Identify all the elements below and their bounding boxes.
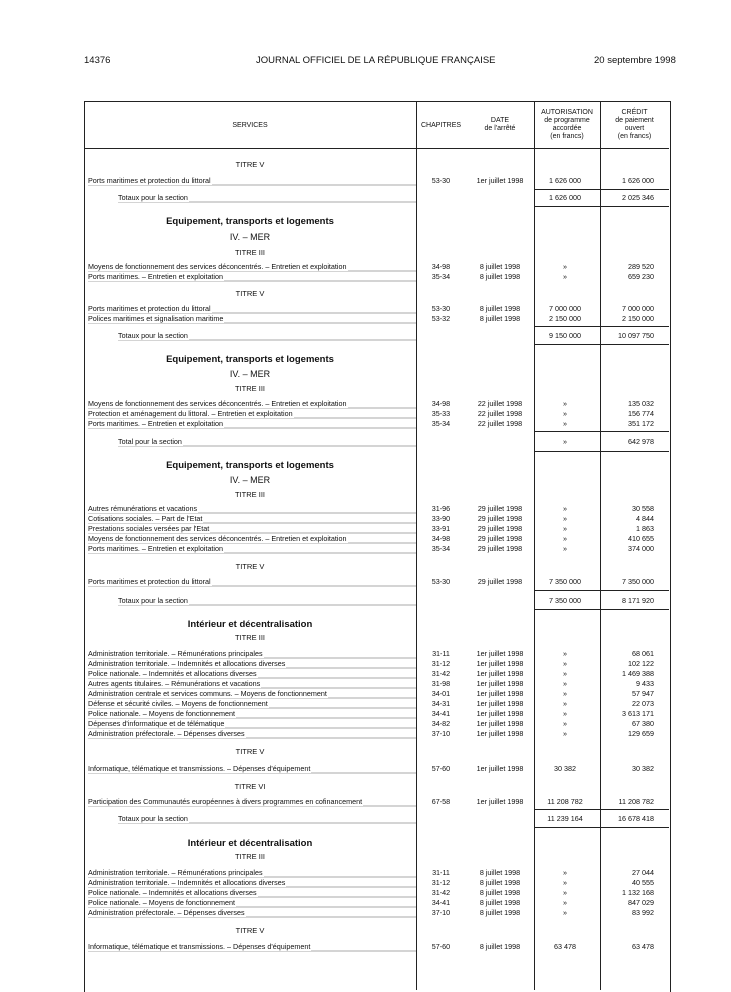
table-row (0, 719, 731, 729)
date-cell: 29 juillet 1998 (477, 504, 523, 513)
autorisation-cell: » (563, 659, 567, 668)
total-credit: 2 025 346 (622, 193, 654, 202)
service-cell (88, 577, 416, 587)
service-cell (88, 729, 416, 739)
service-cell (88, 719, 416, 729)
autorisation-cell: » (563, 514, 567, 523)
chapitre-cell: 53-30 (431, 577, 451, 586)
service-cell (88, 524, 416, 534)
chapitre-cell: 33-91 (431, 524, 451, 533)
table-row (0, 262, 731, 272)
date-cell: 22 juillet 1998 (477, 419, 523, 428)
col-header-auth-line: de programme (544, 117, 590, 124)
chapitre-cell: 34-41 (431, 709, 451, 718)
total-autorisation: 9 150 000 (549, 331, 581, 340)
autorisation-cell: » (563, 409, 567, 418)
service-label: Cotisations sociales. – Part de l'Etat (88, 514, 203, 523)
credit-cell: 57 947 (632, 689, 654, 698)
chapitre-cell: 34-82 (431, 719, 451, 728)
credit-cell: 129 659 (628, 729, 654, 738)
date-cell: 1er juillet 1998 (476, 699, 524, 708)
total-credit: 642 978 (628, 437, 654, 446)
service-cell (88, 272, 416, 282)
autorisation-cell: » (563, 669, 567, 678)
service-label: Prestations sociales versées par l'Etat (88, 524, 210, 533)
autorisation-cell: » (563, 262, 567, 271)
col-header-date-line: DATE (490, 117, 510, 124)
date-cell: 1er juillet 1998 (476, 679, 524, 688)
table-row (0, 524, 731, 534)
credit-cell: 1 132 168 (622, 888, 654, 897)
credit-cell: 30 382 (632, 764, 654, 773)
chapitre-cell: 31-11 (432, 649, 450, 658)
credit-cell: 135 032 (628, 399, 654, 408)
titre-heading: TITRE III (235, 248, 265, 257)
ministry-title: Intérieur et décentralisation (187, 619, 313, 630)
autorisation-cell: 30 382 (554, 764, 576, 773)
header-divider (84, 148, 669, 149)
page-number: 14376 (84, 55, 111, 66)
titre-heading: TITRE V (235, 562, 265, 571)
credit-cell: 30 558 (632, 504, 654, 513)
service-label: Police nationale. – Moyens de fonctionnement (88, 709, 236, 718)
service-label: Administration territoriale. – Rémunérations principales (88, 649, 263, 658)
service-label: Administration préfectorale. – Dépenses diverses (88, 729, 245, 738)
credit-cell: 1 626 000 (622, 176, 654, 185)
table-row (0, 764, 731, 774)
table-row (0, 649, 731, 659)
service-cell (88, 764, 416, 774)
table-row (0, 314, 731, 324)
chapitre-cell: 31-11 (432, 868, 450, 877)
journal-title: JOURNAL OFFICIEL DE LA RÉPUBLIQUE FRANÇAISE (256, 55, 496, 66)
total-rule (534, 431, 669, 432)
table-row (0, 514, 731, 524)
table-row (0, 898, 731, 908)
chapitre-cell: 37-10 (431, 729, 451, 738)
credit-cell: 7 350 000 (622, 577, 654, 586)
service-label: Police nationale. – Indemnités et allocations diverses (88, 888, 257, 897)
total-autorisation: » (563, 437, 567, 446)
table-row (0, 659, 731, 669)
credit-cell: 1 469 388 (622, 669, 654, 678)
date-cell: 29 juillet 1998 (477, 577, 523, 586)
date-cell: 29 juillet 1998 (477, 544, 523, 553)
ministry-title: Intérieur et décentralisation (187, 838, 313, 849)
service-label: Ports maritimes et protection du littoral (88, 577, 211, 586)
service-cell (88, 659, 416, 669)
service-cell (88, 709, 416, 719)
service-cell (88, 314, 416, 324)
autorisation-cell: » (563, 272, 567, 281)
credit-cell: 374 000 (628, 544, 654, 553)
service-label: Administration territoriale. – Rémunérations principales (88, 868, 263, 877)
table-row (0, 419, 731, 429)
credit-cell: 22 073 (632, 699, 654, 708)
chapitre-cell: 31-42 (431, 888, 451, 897)
date-cell: 22 juillet 1998 (477, 399, 523, 408)
chapitre-cell: 31-96 (431, 504, 451, 513)
total-rule (534, 206, 669, 207)
total-label-cell (118, 814, 416, 824)
total-rule (534, 326, 669, 327)
chapitre-cell: 34-01 (431, 689, 451, 698)
col-header-credit-line: ouvert (624, 125, 645, 132)
service-cell (88, 699, 416, 709)
chapitre-cell: 31-12 (431, 659, 451, 668)
service-cell (88, 898, 416, 908)
ministry-title: Equipement, transports et logements (166, 460, 334, 471)
total-rule (534, 609, 669, 610)
date-cell: 1er juillet 1998 (476, 659, 524, 668)
total-rule (534, 809, 669, 810)
service-cell (88, 514, 416, 524)
service-label: Informatique, télématique et transmissions. – Dépenses d'équipement (88, 942, 311, 951)
total-autorisation: 11 239 164 (547, 814, 583, 823)
chapitre-cell: 37-10 (431, 908, 451, 917)
chapitre-cell: 67-58 (431, 797, 451, 806)
date-cell: 8 juillet 1998 (479, 942, 521, 951)
chapitre-cell: 34-98 (431, 399, 451, 408)
table-row (0, 409, 731, 419)
date-cell: 8 juillet 1998 (479, 314, 521, 323)
autorisation-cell: » (563, 679, 567, 688)
service-label: Moyens de fonctionnement des services déconcentrés. – Entretien et exploitation (88, 262, 347, 271)
col-header-credit-line: (en francs) (617, 133, 652, 140)
table-row (0, 868, 731, 878)
autorisation-cell: » (563, 709, 567, 718)
autorisation-cell: 7 000 000 (549, 304, 581, 313)
total-label: Totaux pour la section (118, 331, 188, 340)
service-label: Police nationale. – Indemnités et allocations diverses (88, 669, 257, 678)
titre-heading: TITRE III (235, 384, 265, 393)
table-row (0, 534, 731, 544)
chapitre-cell: 34-31 (431, 699, 451, 708)
credit-cell: 410 655 (628, 534, 654, 543)
service-cell (88, 689, 416, 699)
service-label: Autres rémunérations et vacations (88, 504, 198, 513)
service-label: Défense et sécurité civiles. – Moyens de fonctionnement (88, 699, 268, 708)
chapitre-cell: 34-98 (431, 262, 451, 271)
date-cell: 1er juillet 1998 (476, 729, 524, 738)
total-row (0, 331, 731, 341)
col-header-date (466, 117, 534, 133)
service-cell (88, 908, 416, 918)
table-row (0, 272, 731, 282)
autorisation-cell: » (563, 719, 567, 728)
total-label: Totaux pour la section (118, 596, 188, 605)
autorisation-cell: » (563, 888, 567, 897)
credit-cell: 351 172 (628, 419, 654, 428)
date-cell: 29 juillet 1998 (477, 514, 523, 523)
credit-cell: 1 863 (636, 524, 654, 533)
service-cell (88, 679, 416, 689)
titre-heading: TITRE III (235, 852, 265, 861)
service-label: Moyens de fonctionnement des services déconcentrés. – Entretien et exploitation (88, 399, 347, 408)
service-label: Polices maritimes et signalisation maritime (88, 314, 224, 323)
titre-heading: TITRE V (235, 289, 265, 298)
date-cell: 29 juillet 1998 (477, 524, 523, 533)
titre-heading: TITRE V (235, 747, 265, 756)
table-row (0, 699, 731, 709)
service-label: Police nationale. – Moyens de fonctionnement (88, 898, 236, 907)
autorisation-cell: » (563, 908, 567, 917)
service-label: Ports maritimes et protection du littoral (88, 304, 211, 313)
chapitre-cell: 35-34 (431, 272, 451, 281)
autorisation-cell: » (563, 699, 567, 708)
table-row (0, 689, 731, 699)
date-cell: 1er juillet 1998 (476, 689, 524, 698)
chapitre-cell: 57-60 (431, 764, 451, 773)
table-row (0, 908, 731, 918)
table-row (0, 399, 731, 409)
service-cell (88, 419, 416, 429)
titre-heading: TITRE V (235, 160, 265, 169)
ministry-subtitle: IV. – MER (229, 475, 271, 485)
service-label: Ports maritimes. – Entretien et exploitation (88, 419, 224, 428)
table-row (0, 176, 731, 186)
service-cell (88, 942, 416, 952)
chapitre-cell: 53-30 (431, 304, 451, 313)
chapitre-cell: 33-90 (431, 514, 451, 523)
total-rule (534, 590, 669, 591)
credit-cell: 7 000 000 (622, 304, 654, 313)
chapitre-cell: 31-12 (431, 878, 451, 887)
ministry-title: Equipement, transports et logements (166, 216, 334, 227)
chapitre-cell: 34-98 (431, 534, 451, 543)
service-cell (88, 878, 416, 888)
credit-cell: 9 433 (636, 679, 654, 688)
date-cell: 8 juillet 1998 (479, 304, 521, 313)
credit-cell: 83 992 (632, 908, 654, 917)
autorisation-cell: » (563, 399, 567, 408)
credit-cell: 67 380 (632, 719, 654, 728)
table-row (0, 679, 731, 689)
credit-cell: 27 044 (632, 868, 654, 877)
col-header-date-line: de l'arrêté (484, 125, 516, 132)
col-header-autorisation (534, 109, 600, 141)
credit-cell: 11 208 782 (618, 797, 654, 806)
titre-heading: TITRE VI (234, 782, 266, 791)
table-row (0, 304, 731, 314)
date-cell: 8 juillet 1998 (479, 908, 521, 917)
date-cell: 8 juillet 1998 (479, 898, 521, 907)
col-header-auth-line: (en francs) (550, 133, 584, 140)
total-label: Total pour la section (118, 437, 182, 446)
autorisation-cell: » (563, 729, 567, 738)
service-label: Ports maritimes. – Entretien et exploitation (88, 272, 224, 281)
chapitre-cell: 35-33 (431, 409, 451, 418)
total-row (0, 596, 731, 606)
total-autorisation: 7 350 000 (549, 596, 581, 605)
date-cell: 8 juillet 1998 (479, 272, 521, 281)
total-label: Totaux pour la section (118, 193, 188, 202)
table-row (0, 878, 731, 888)
service-label: Administration territoriale. – Indemnités et allocations diverses (88, 659, 286, 668)
autorisation-cell: 7 350 000 (549, 577, 581, 586)
service-label: Administration centrale et services communs. – Moyens de fonctionnement (88, 689, 327, 698)
table-row (0, 544, 731, 554)
chapitre-cell: 57-60 (431, 942, 451, 951)
credit-cell: 2 150 000 (622, 314, 654, 323)
date-cell: 29 juillet 1998 (477, 534, 523, 543)
autorisation-cell: » (563, 878, 567, 887)
date-cell: 8 juillet 1998 (479, 888, 521, 897)
autorisation-cell: » (563, 524, 567, 533)
total-row (0, 437, 731, 447)
titre-heading: TITRE III (235, 490, 265, 499)
date-cell: 8 juillet 1998 (479, 868, 521, 877)
titre-heading: TITRE V (235, 926, 265, 935)
service-cell (88, 534, 416, 544)
date-cell: 1er juillet 1998 (476, 719, 524, 728)
chapitre-cell: 31-98 (431, 679, 451, 688)
table-row (0, 942, 731, 952)
service-label: Dépenses d'informatique et de télématique (88, 719, 225, 728)
autorisation-cell: » (563, 649, 567, 658)
credit-cell: 659 230 (628, 272, 654, 281)
credit-cell: 102 122 (628, 659, 654, 668)
autorisation-cell: 2 150 000 (549, 314, 581, 323)
table-row (0, 797, 731, 807)
total-rule (534, 344, 669, 345)
table-row (0, 888, 731, 898)
service-label: Ports maritimes. – Entretien et exploitation (88, 544, 224, 553)
chapitre-cell: 53-30 (431, 176, 451, 185)
service-label: Administration territoriale. – Indemnités et allocations diverses (88, 878, 286, 887)
date-cell: 1er juillet 1998 (476, 649, 524, 658)
total-credit: 8 171 920 (622, 596, 654, 605)
col-header-auth-line: AUTORISATION (541, 109, 593, 116)
chapitre-cell: 35-34 (431, 419, 451, 428)
chapitre-cell: 35-34 (431, 544, 451, 553)
credit-cell: 68 061 (632, 649, 654, 658)
col-header-services: SERVICES (232, 122, 268, 129)
credit-cell: 3 613 171 (622, 709, 654, 718)
autorisation-cell: » (563, 689, 567, 698)
date-cell: 1er juillet 1998 (476, 709, 524, 718)
date-cell: 22 juillet 1998 (477, 409, 523, 418)
total-label-cell (118, 331, 416, 341)
total-autorisation: 1 626 000 (549, 193, 581, 202)
service-label: Ports maritimes et protection du littoral (88, 176, 211, 185)
service-cell (88, 888, 416, 898)
service-label: Administration préfectorale. – Dépenses diverses (88, 908, 245, 917)
chapitre-cell: 53-32 (431, 314, 451, 323)
service-cell (88, 649, 416, 659)
total-label-cell (118, 596, 416, 606)
table-row (0, 729, 731, 739)
service-label: Autres agents titulaires. – Rémunérations et vacations (88, 679, 261, 688)
col-header-credit-line: de paiement (615, 117, 654, 124)
total-label-cell (118, 437, 416, 447)
total-label-cell (118, 193, 416, 203)
autorisation-cell: » (563, 504, 567, 513)
total-credit: 16 678 418 (618, 814, 654, 823)
service-cell (88, 544, 416, 554)
ministry-title: Equipement, transports et logements (166, 354, 334, 365)
service-cell (88, 399, 416, 409)
total-rule (534, 827, 669, 828)
service-cell (88, 176, 416, 186)
service-cell (88, 868, 416, 878)
table-row (0, 577, 731, 587)
date-cell: 8 juillet 1998 (479, 878, 521, 887)
col-header-auth-line: accordée (552, 125, 582, 132)
service-cell (88, 669, 416, 679)
total-row (0, 193, 731, 203)
titre-heading: TITRE III (235, 633, 265, 642)
page-date: 20 septembre 1998 (594, 55, 676, 66)
autorisation-cell: » (563, 544, 567, 553)
chapitre-cell: 31-42 (431, 669, 451, 678)
service-label: Moyens de fonctionnement des services déconcentrés. – Entretien et exploitation (88, 534, 347, 543)
service-label: Participation des Communautés européennes à divers programmes en cofinancement (88, 797, 363, 806)
service-label: Protection et aménagement du littoral. – Entretien et exploitation (88, 409, 293, 418)
table-row (0, 709, 731, 719)
chapitre-cell: 34-41 (431, 898, 451, 907)
table-row (0, 669, 731, 679)
autorisation-cell: 63 478 (554, 942, 576, 951)
service-cell (88, 262, 416, 272)
service-cell (88, 797, 416, 807)
total-rule (534, 189, 669, 190)
date-cell: 1er juillet 1998 (476, 797, 524, 806)
total-label: Totaux pour la section (118, 814, 188, 823)
total-rule (534, 451, 669, 452)
ministry-subtitle: IV. – MER (229, 232, 271, 242)
date-cell: 8 juillet 1998 (479, 262, 521, 271)
autorisation-cell: 11 208 782 (547, 797, 583, 806)
date-cell: 1er juillet 1998 (476, 176, 524, 185)
credit-cell: 847 029 (628, 898, 654, 907)
date-cell: 1er juillet 1998 (476, 669, 524, 678)
credit-cell: 63 478 (632, 942, 654, 951)
credit-cell: 156 774 (628, 409, 654, 418)
service-cell (88, 504, 416, 514)
col-header-credit-line: CRÉDIT (621, 109, 648, 116)
service-cell (88, 304, 416, 314)
autorisation-cell: 1 626 000 (549, 176, 581, 185)
service-label: Informatique, télématique et transmissions. – Dépenses d'équipement (88, 764, 311, 773)
col-header-credit (600, 109, 669, 141)
col-header-chapitres: CHAPITRES (420, 122, 462, 129)
credit-cell: 289 520 (628, 262, 654, 271)
service-cell (88, 409, 416, 419)
autorisation-cell: » (563, 534, 567, 543)
total-row (0, 814, 731, 824)
table-row (0, 504, 731, 514)
autorisation-cell: » (563, 868, 567, 877)
autorisation-cell: » (563, 898, 567, 907)
credit-cell: 40 555 (632, 878, 654, 887)
ministry-subtitle: IV. – MER (229, 369, 271, 379)
autorisation-cell: » (563, 419, 567, 428)
credit-cell: 4 844 (636, 514, 654, 523)
total-credit: 10 097 750 (618, 331, 654, 340)
date-cell: 1er juillet 1998 (476, 764, 524, 773)
